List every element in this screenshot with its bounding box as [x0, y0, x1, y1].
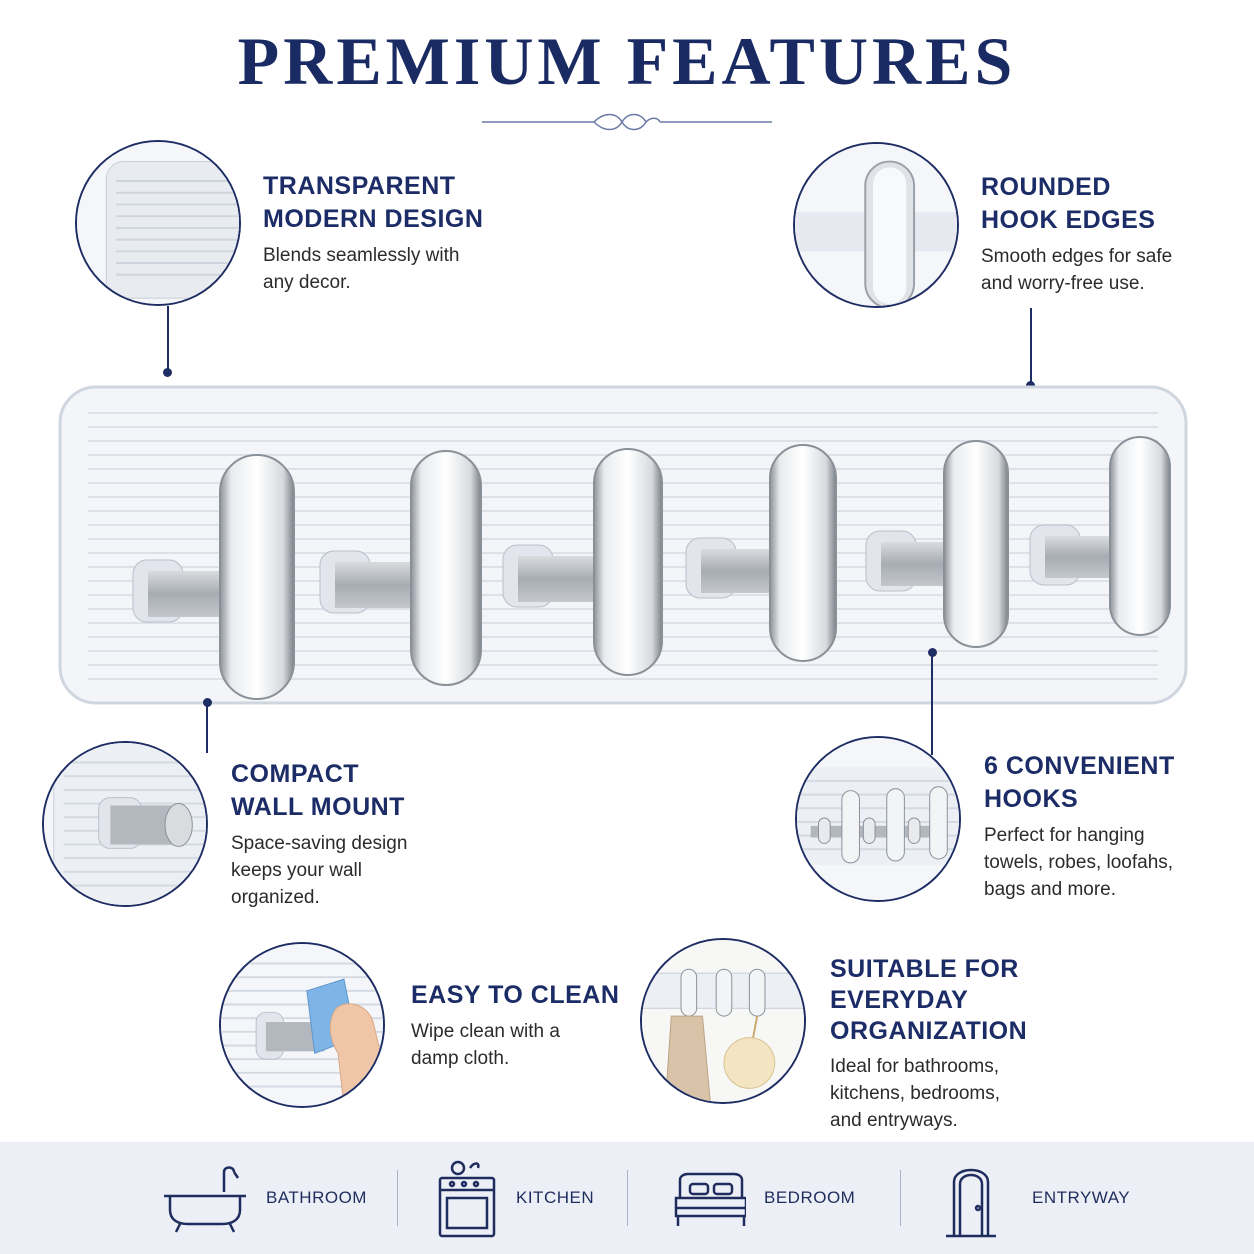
connector-line	[1030, 308, 1032, 384]
footer-divider	[900, 1170, 901, 1226]
bed-icon	[660, 1158, 746, 1238]
room-label: BATHROOM	[266, 1188, 367, 1207]
feature-title: SUITABLE FOR EVERYDAY ORGANIZATION	[830, 955, 1028, 1045]
room-label: ENTRYWAY	[1032, 1188, 1131, 1207]
feature-six-hooks	[984, 750, 1175, 903]
compact-mount-thumbnail	[42, 741, 208, 907]
feature-description: Ideal for bathrooms, kitchens, bedrooms, and entryways.	[830, 1056, 1001, 1131]
feature-title: COMPACT WALL MOUNT	[231, 760, 405, 821]
feature-description: Blends seamlessly with any decor.	[263, 245, 460, 293]
bathtub-icon	[162, 1158, 248, 1238]
feature-description: Perfect for hanging towels, robes, loofahs, bags and more.	[984, 825, 1174, 900]
room-label: BEDROOM	[764, 1188, 856, 1207]
footer-divider	[627, 1170, 628, 1226]
feature-transparent	[263, 170, 483, 296]
connector-line	[206, 705, 208, 753]
room-kitchen	[412, 1142, 594, 1254]
everyday-organization-thumbnail	[640, 938, 806, 1104]
feature-title: TRANSPARENT MODERN DESIGN	[263, 172, 484, 233]
feature-title: 6 CONVENIENT HOOKS	[984, 752, 1175, 813]
connector-dot	[163, 368, 172, 377]
connector-line	[167, 306, 169, 372]
hook-rack-product	[58, 385, 1188, 705]
easy-clean-thumbnail	[219, 942, 385, 1108]
stove-icon	[412, 1158, 498, 1238]
feature-rounded	[981, 171, 1172, 297]
feature-description: Smooth edges for safe and worry-free use.	[981, 246, 1173, 294]
feature-everyday	[830, 954, 1027, 1134]
room-label: KITCHEN	[516, 1188, 595, 1207]
door-icon	[928, 1158, 1014, 1238]
feature-easy-clean	[411, 979, 619, 1072]
footer-divider	[397, 1170, 398, 1226]
room-bedroom	[660, 1142, 855, 1254]
feature-description: Space-saving design keeps your wall organized.	[231, 833, 408, 908]
connector-line	[931, 655, 933, 755]
title-ornament-divider	[482, 110, 772, 134]
feature-title: EASY TO CLEAN	[411, 981, 620, 1009]
room-footer	[0, 1142, 1254, 1254]
feature-compact	[231, 758, 407, 911]
transparent-design-thumbnail	[75, 140, 241, 306]
rounded-hook-thumbnail	[793, 142, 959, 308]
six-hooks-thumbnail	[795, 736, 961, 902]
page-title: PREMIUM FEATURES	[237, 23, 1017, 99]
feature-title: ROUNDED HOOK EDGES	[981, 173, 1156, 234]
room-entryway	[928, 1142, 1130, 1254]
room-bathroom	[162, 1142, 367, 1254]
feature-description: Wipe clean with a damp cloth.	[411, 1021, 560, 1069]
